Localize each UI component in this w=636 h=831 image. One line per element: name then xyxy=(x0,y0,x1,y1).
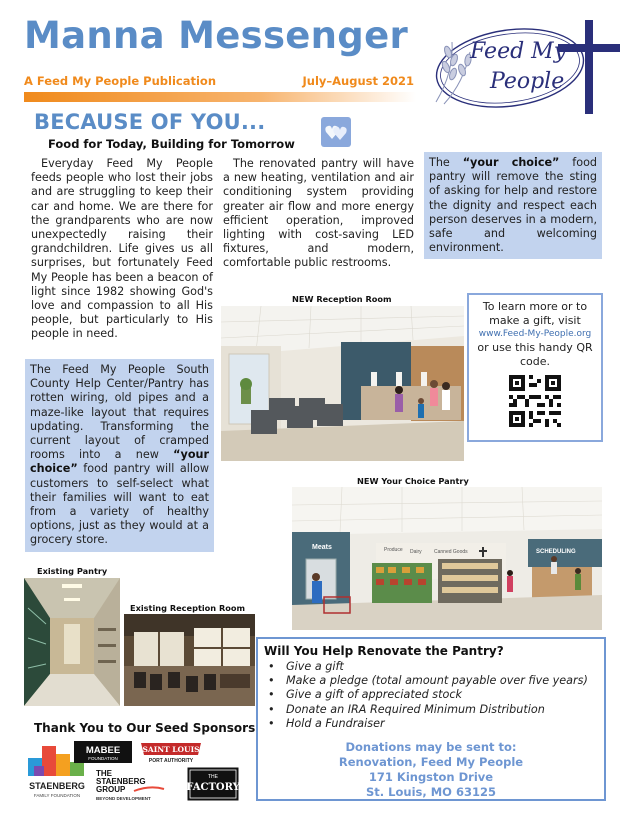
svg-text:PORT AUTHORITY: PORT AUTHORITY xyxy=(148,758,194,764)
svg-text:Dairy: Dairy xyxy=(410,549,422,555)
article-column-2: The renovated pantry will have a new heating, ventilation and air conditioning system providing greater air flow and more energy efficient operation, improved lighting with cost-saving LED fixtures, and modern, comfortable public restrooms. xyxy=(223,157,414,270)
svg-text:People: People xyxy=(490,69,565,94)
svg-text:GROUP: GROUP xyxy=(96,785,126,794)
existing-pantry-image xyxy=(24,578,120,706)
orange-divider-bar xyxy=(24,92,416,102)
sponsors-title: Thank You to Our Seed Sponsors xyxy=(34,721,256,735)
caption-existing-pantry: Existing Pantry xyxy=(37,566,108,576)
the-factory-logo xyxy=(186,764,240,804)
svg-text:Canned Goods: Canned Goods xyxy=(434,549,468,555)
qr-code-icon[interactable] xyxy=(509,375,561,427)
list-item: • Give a gift of appreciated stock xyxy=(264,688,598,702)
staenberg-group-logo xyxy=(94,767,168,803)
svg-text:Meats: Meats xyxy=(312,544,332,551)
your-choice-callout-box: The “your choice” food pantry will remove the sting of asking for help and restore the dignity and respect each person deserves in a modern, safe and welcoming environment. xyxy=(424,152,602,259)
learn-more-text: To learn more or to make a gift, visit xyxy=(482,300,588,327)
help-renovate-box xyxy=(256,637,606,801)
article-subhead: Food for Today, Building for Tomorrow xyxy=(48,137,295,151)
giving-options-list xyxy=(264,660,598,731)
article-headline: BECAUSE OF YOU... xyxy=(34,110,266,134)
donation-address xyxy=(264,740,598,800)
svg-text:STAENBERG: STAENBERG xyxy=(96,777,146,786)
svg-text:SAINT LOUIS: SAINT LOUIS xyxy=(142,745,200,754)
new-pantry-image xyxy=(292,487,602,630)
donate-heading: Donations may be sent to: xyxy=(345,740,517,755)
svg-text:MABEE: MABEE xyxy=(85,745,121,756)
qr-instruction: or use this handy QR code. xyxy=(477,341,593,368)
svg-text:THE: THE xyxy=(208,774,218,780)
existing-reception-image xyxy=(124,614,255,706)
list-item: • Donate an IRA Required Minimum Distribution xyxy=(264,703,598,717)
donate-org: Renovation, Feed My People xyxy=(338,755,524,770)
svg-text:THE: THE xyxy=(96,769,112,778)
mabee-foundation-logo xyxy=(74,741,132,763)
svg-text:FOUNDATION: FOUNDATION xyxy=(88,756,118,761)
hearts-icon xyxy=(321,117,351,147)
publication-line xyxy=(24,74,414,88)
svg-text:Feed My: Feed My xyxy=(470,39,567,64)
pantry-callout-box: The Feed My People South County Help Center/Pantry has rotten wiring, old pipes and a maze-like layout that requires updating. Transforming the current layout of cramped rooms into a new “your choice” food pantry will allow customers to self-select what their families will want to eat from a variety of healthy options, just as they would at a grocery store. xyxy=(25,359,214,552)
issue-date: July–August 2021 xyxy=(302,74,414,88)
svg-text:SCHEDULING: SCHEDULING xyxy=(536,549,576,555)
learn-more-box xyxy=(467,293,603,442)
website-link[interactable]: www.Feed-My-People.org xyxy=(478,329,592,339)
cross-icon xyxy=(585,20,593,114)
saint-louis-port-authority-logo xyxy=(138,737,204,765)
svg-text:FAMILY FOUNDATION: FAMILY FOUNDATION xyxy=(33,793,81,798)
help-heading: Will You Help Renovate the Pantry? xyxy=(264,644,504,658)
publication-name: A Feed My People Publication xyxy=(24,74,217,88)
feed-my-people-logo xyxy=(424,12,628,116)
svg-text:Produce: Produce xyxy=(384,547,403,553)
new-reception-room-image xyxy=(221,306,464,461)
donate-street: 171 Kingston Drive xyxy=(368,770,494,785)
list-item: • Give a gift xyxy=(264,660,598,674)
caption-existing-reception: Existing Reception Room xyxy=(130,603,246,613)
masthead-title: Manna Messenger xyxy=(24,14,409,57)
list-item: • Hold a Fundraiser xyxy=(264,717,598,731)
svg-text:FACTORY: FACTORY xyxy=(186,782,240,793)
caption-new-reception: NEW Reception Room xyxy=(292,294,392,304)
svg-text:BEYOND DEVELOPMENT: BEYOND DEVELOPMENT xyxy=(96,796,151,801)
donate-city: St. Louis, MO 63125 xyxy=(366,785,496,800)
list-item: • Make a pledge (total amount payable over five years) xyxy=(264,674,598,688)
svg-text:STAENBERG: STAENBERG xyxy=(29,781,85,791)
article-column-1: Everyday Feed My People feeds people who lost their jobs and are struggling to keep their car and home. We are there for the grandparents who are now unexpectedly raising their grandchildren. Life gives us all surprises, but fortunately Feed My People has been a beacon of light since 1982 showing God's love and compassion to all His people, but particularly to His people in need. xyxy=(31,157,213,341)
caption-new-pantry: NEW Your Choice Pantry xyxy=(357,476,469,486)
wall-cross-icon xyxy=(479,550,487,552)
